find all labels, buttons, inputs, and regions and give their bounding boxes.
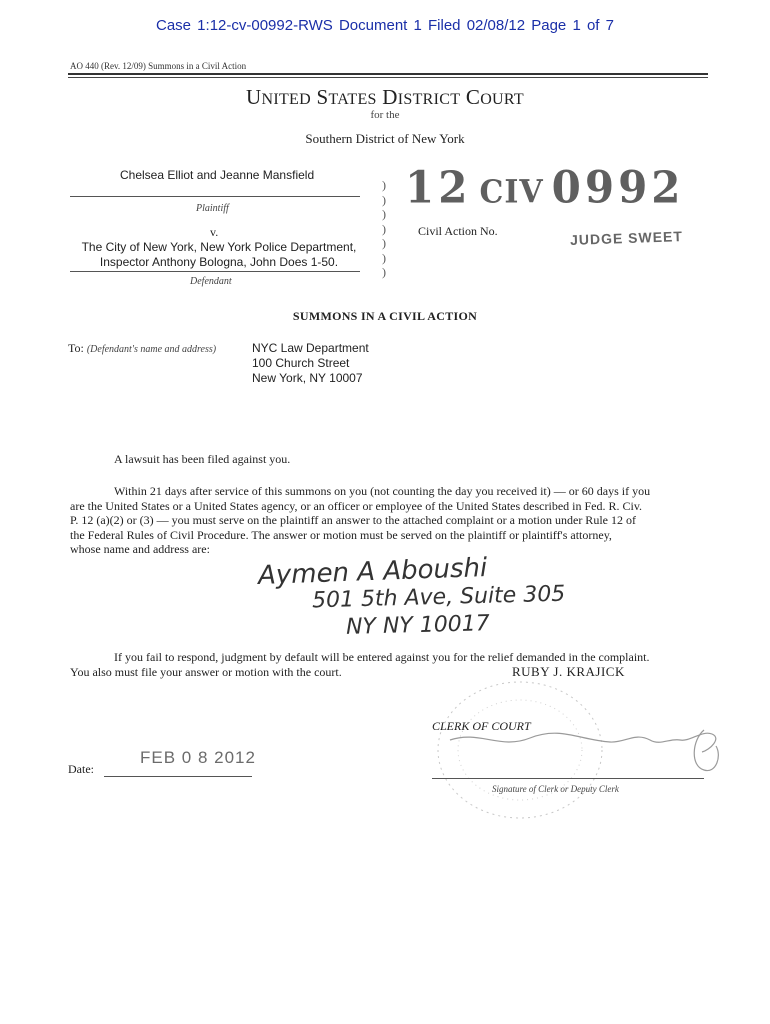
defendant-label: Defendant: [190, 276, 232, 287]
handwritten-attorney-city: NY NY 10017: [345, 611, 491, 640]
summons-title: SUMMONS IN A CIVIL ACTION: [292, 309, 478, 323]
court-title: UNITED STATES DISTRICT COURT: [246, 85, 524, 109]
address-line: NYC Law Department: [252, 341, 369, 355]
date-line: [104, 776, 252, 777]
case-number: 0992: [551, 161, 685, 214]
plaintiff-name: Chelsea Elliot and Jeanne Mansfield: [120, 168, 315, 182]
lawsuit-notice: A lawsuit has been filed against you.: [114, 452, 291, 466]
warning-line: You also must file your answer or motion with the court.: [70, 664, 342, 679]
warning-line: If you fail to respond, judgment by default will be entered against you for the relief demanded in the complaint.: [114, 650, 650, 664]
district-name: Southern District of New York: [305, 131, 465, 146]
handwritten-attorney-street: 501 5th Ave, Suite 305: [311, 581, 566, 614]
clerk-title: CLERK OF COURT: [432, 719, 531, 733]
response-instructions: [70, 484, 702, 557]
instruction-line: are the United States or a United States agency, or an officer or employee of the United States described in Fed. R. Civ.: [70, 498, 643, 513]
clerk-name: RUBY J. KRAJICK: [512, 664, 625, 679]
instruction-line: whose name and address are:: [70, 542, 210, 556]
plaintiff-label: Plaintiff: [196, 203, 229, 214]
defendant-name-line1: The City of New York, New York Police Department,: [81, 240, 357, 254]
deputy-clerk-signature: [440, 710, 730, 780]
caption-brackets: ) ) ) ) ) ) ): [382, 178, 386, 279]
header-rule-thin: [68, 77, 708, 78]
plaintiff-line: [70, 196, 360, 197]
civil-action-label: Civil Action No.: [418, 224, 498, 238]
instruction-line: P. 12 (a)(2) or (3) — you must serve on the plaintiff an answer to the attached complaint or a motion under Rule 12 of: [70, 513, 636, 527]
case-civ: CIV: [479, 174, 544, 212]
address-line: 100 Church Street: [252, 356, 350, 370]
signature-caption: Signature of Clerk or Deputy Clerk: [492, 784, 619, 794]
address-line: New York, NY 10007: [252, 371, 363, 385]
defendant-address: [252, 341, 369, 386]
date-stamp: FEB 0 8 2012: [140, 748, 256, 767]
instruction-line: Within 21 days after service of this summons on you (not counting the day you received it) — or 60 days if you: [114, 484, 651, 498]
page-header: Case 1:12-cv-00992-RWS Document 1 Filed 02/08/12 Page 1 of 7: [156, 17, 614, 34]
handwritten-attorney-name: Aymen A Aboushi: [257, 553, 488, 591]
signature-line: [432, 778, 704, 779]
defendant-line: [70, 271, 360, 272]
form-id: AO 440 (Rev. 12/09) Summons in a Civil Action: [70, 61, 247, 71]
date-label: Date:: [68, 762, 94, 776]
for-the: for the: [370, 109, 400, 121]
header-rule: [68, 73, 708, 75]
to-label: To: (Defendant's name and address): [68, 341, 217, 355]
case-year: 12: [405, 161, 472, 214]
versus: v.: [210, 225, 219, 239]
instruction-line: the Federal Rules of Civil Procedure. The answer or motion must be served on the plaintiff or plaintiff's attorney,: [70, 527, 612, 542]
defendant-name: [78, 240, 360, 270]
case-number-stamp: [405, 162, 685, 213]
to-hint: (Defendant's name and address): [86, 344, 217, 355]
judge-stamp: JUDGE SWEET: [569, 228, 684, 248]
defendant-name-line2: Inspector Anthony Bologna, John Does 1-50.: [99, 255, 339, 269]
